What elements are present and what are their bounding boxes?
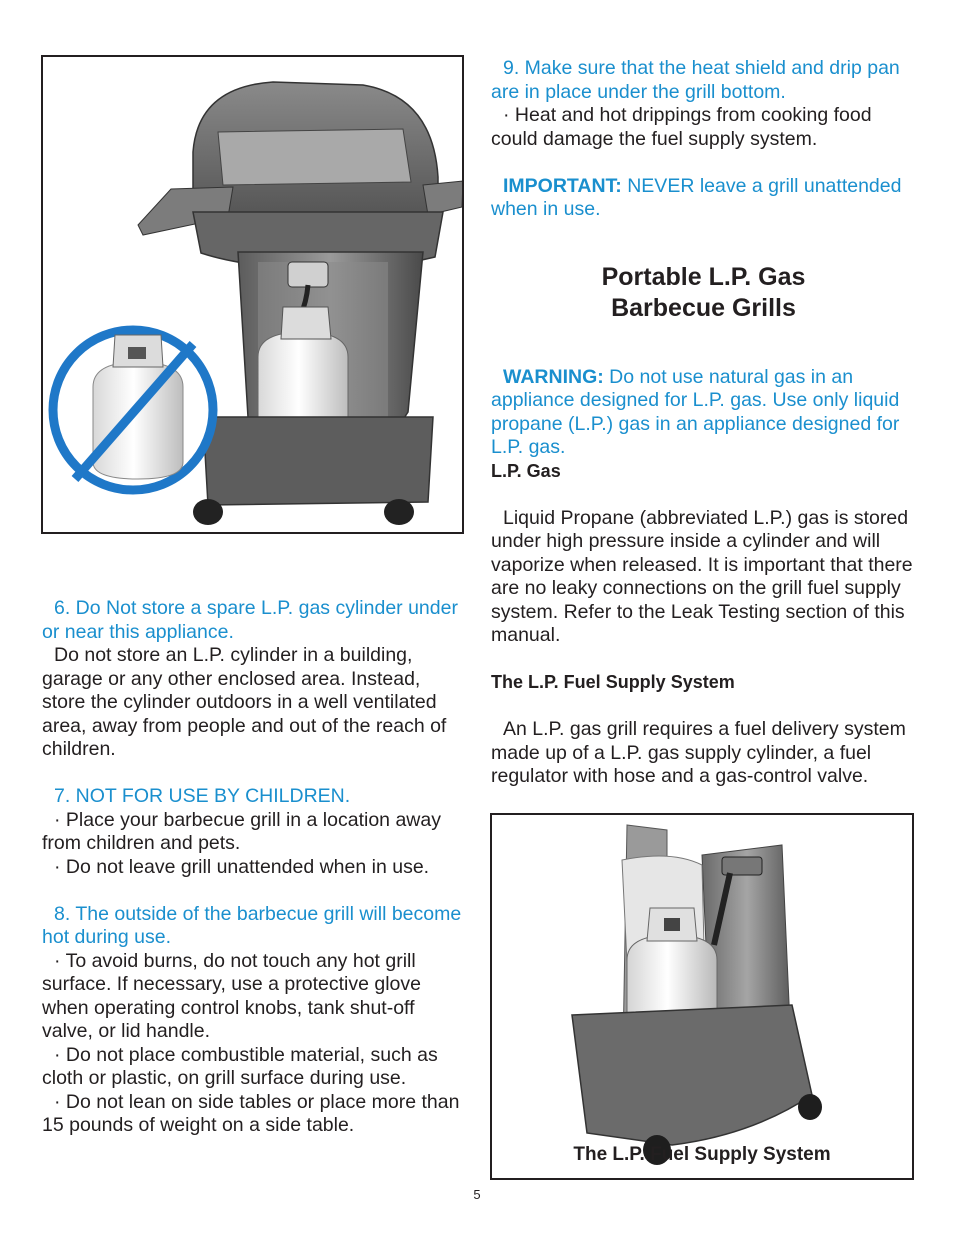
lp-gas-heading: L.P. Gas [491, 460, 561, 481]
item-6-heading: 6. Do Not store a spare L.P. gas cylinder under or near this appliance. [42, 597, 458, 643]
item-8-bullet: · Do not lean on side tables or place more than 15 pounds of weight on a side table. [42, 1090, 460, 1136]
grill-figure [41, 55, 464, 534]
item-7-heading: 7. NOT FOR USE BY CHILDREN. [54, 785, 351, 807]
item-8-bullet: · To avoid burns, do not touch any hot grill surface. If necessary, use a protective glove when operating control knobs, tank shut-off valve, or lid handle. [42, 949, 421, 1042]
section-title-line-1: Portable L.P. Gas [601, 262, 806, 291]
fuel-system-heading: The L.P. Fuel Supply System [491, 672, 735, 692]
figure-caption: The L.P. Fuel Supply System [573, 1144, 831, 1165]
item-9-heading: 9. Make sure that the heat shield and drip pan are in place under the grill bottom. [491, 57, 900, 103]
warning-note: WARNING: Do not use natural gas in an appliance designed for L.P. gas. Use only liquid propane (L.P.) gas in an appliance designed for L.P. gas. [491, 365, 900, 458]
grill-illustration [43, 57, 462, 532]
item-9-bullet: · Heat and hot drippings from cooking food could damage the fuel supply system. [491, 104, 872, 150]
left-column [42, 597, 462, 1138]
item-8-heading: 8. The outside of the barbecue grill will become hot during use. [42, 902, 462, 948]
right-column [491, 57, 916, 789]
fuel-system-body: An L.P. gas grill requires a fuel delivery system made up of a L.P. gas supply cylinder, a fuel regulator with hose and a gas-control valve. [491, 718, 906, 787]
fuel-supply-figure [490, 813, 914, 1180]
fuel-supply-illustration [492, 815, 912, 1178]
important-note: IMPORTANT: NEVER leave a grill unattended when in use. [491, 174, 902, 220]
page-number: 5 [473, 1187, 481, 1202]
section-title-line-2: Barbecue Grills [611, 293, 796, 322]
lp-gas-body: Liquid Propane (abbreviated L.P.) gas is stored under high pressure inside a cylinder and will vaporize when released. It is important that there are no leaky connections on the grill fuel supply system. Refer to the Leak Testing section of this manual. [491, 506, 913, 646]
item-8-bullet: · Do not place combustible material, such as cloth or plastic, on grill surface during use. [42, 1043, 438, 1089]
item-6-body: Do not store an L.P. cylinder in a building, garage or any other enclosed area. Instead, store the cylinder outdoors in a well ventilated area, away from people and out of the reach of children. [42, 644, 447, 760]
no-spare-cylinder-icon [53, 330, 213, 490]
item-7-bullet: · Place your barbecue grill in a location away from children and pets. [42, 808, 441, 854]
item-7-bullet: · Do not leave grill unattended when in use. [54, 855, 430, 878]
